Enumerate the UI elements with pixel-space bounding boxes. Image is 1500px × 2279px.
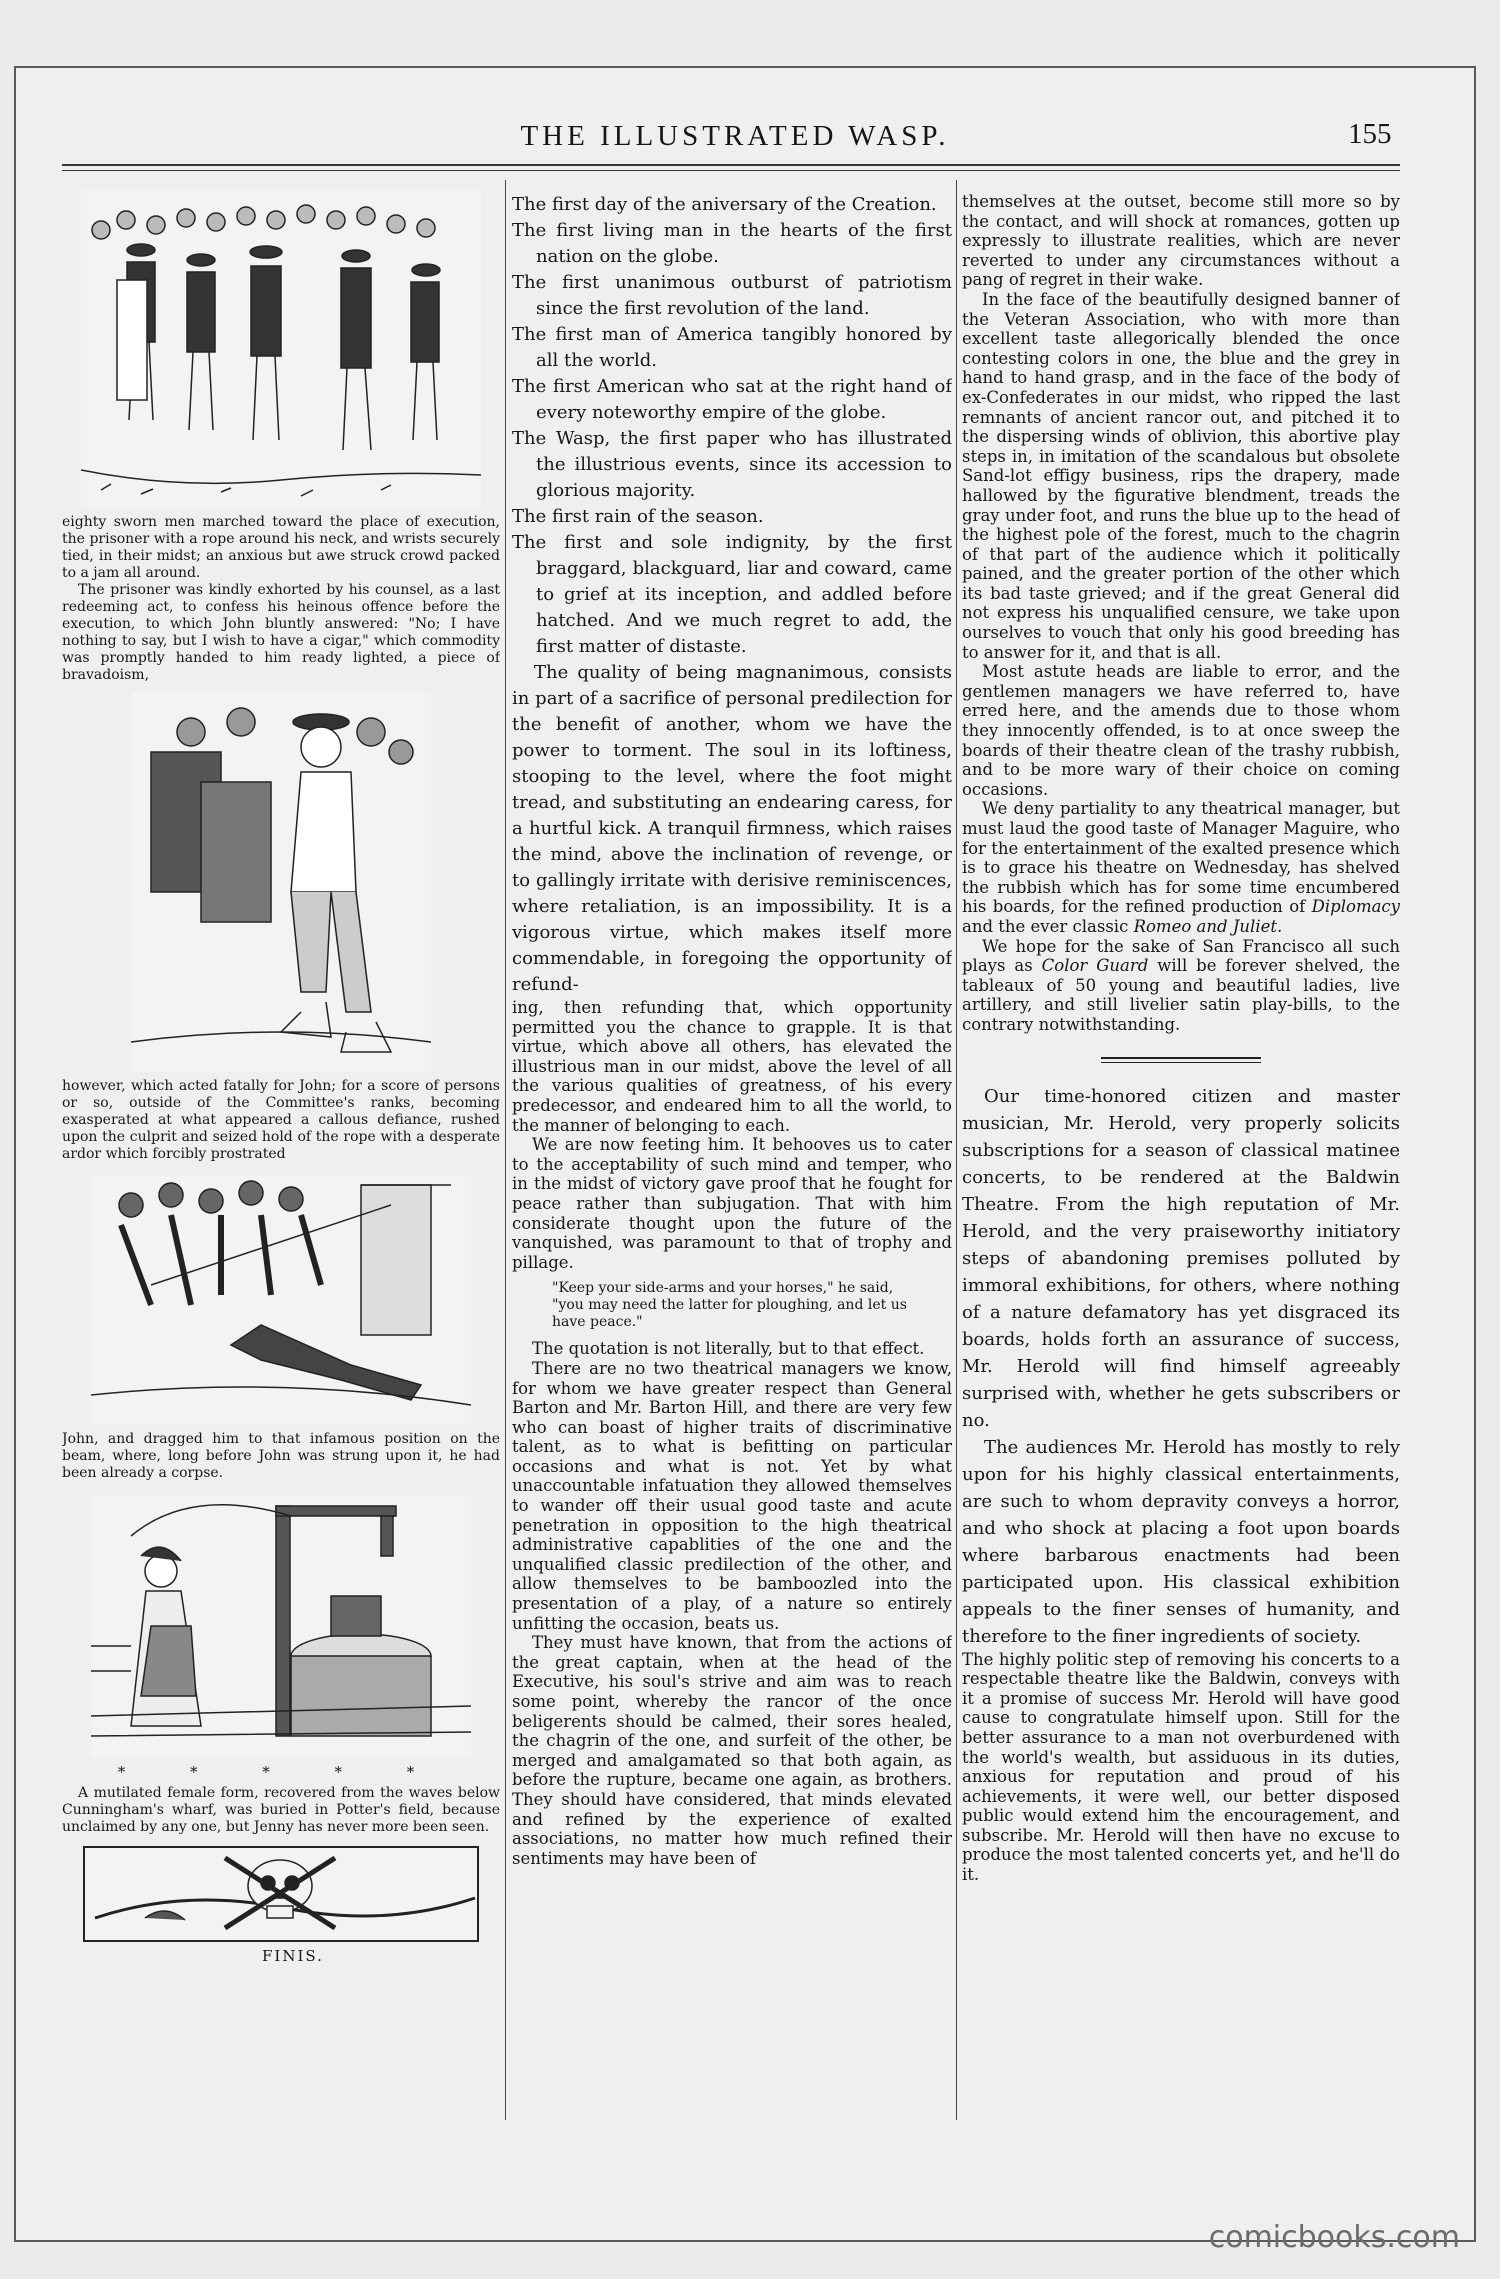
illustration-skull-banner <box>83 1846 479 1942</box>
quality-paragraph-continued: ing, then refunding that, which opportunity permitted you the chance to grapple. It is that virtue, which above all others, has elevated the illustrious man in our midst, above the level of all the various qualities of greatness, of his every predecessor, and endeared him to all the world, to the manner of belonging to each. <box>512 998 952 1135</box>
continued-paragraph: themselves at the outset, become still more so by the contact, and will shock at romances, gotten up expressly to illustrate realities, which are never reverted to under any circumstances without a pang of regret in their wake. <box>962 192 1400 290</box>
deny-partiality-paragraph <box>962 799 1400 936</box>
grant-quote: "Keep your side-arms and your horses," he said, "you may need the latter for ploughing, and let us have peace." <box>552 1280 907 1331</box>
column-1 <box>62 190 500 2170</box>
page-number: 155 <box>1348 118 1392 150</box>
first-day-paragraph: The first day of the aniversary of the Creation. <box>512 194 937 215</box>
caption-5: A mutilated female form, recovered from the waves below Cunningham's wharf, was buried in Potter's field, because unclaimed by any one, but Jenny has never more been seen. <box>62 1785 500 1835</box>
header-rule <box>62 164 1400 166</box>
audiences-paragraph: The audiences Mr. Herold has mostly to rely upon for his highly classical entertainments, are such to whom depravity conveys a horror, and who shock at placing a foot upon boards where barbarous enactments had been participated upon. His classical exhibition appeals to the finer senses of humanity, and therefore to the finer ingredients of society. <box>962 1436 1400 1647</box>
masthead: THE ILLUSTRATED WASP. <box>520 120 950 152</box>
known-paragraph: They must have known, that from the actions of the great captain, when at the head of the Executive, his soul's strive and aim was to reach some point, whereby the rancor of the once beligerents should be calmed, their sores healed, the chagrin of the one, and surfeit of the other, be merged and amalgamated so that both again, as before the rupture, became one again, as brothers. They should have considered, that minds elevated and refined by the experience of exalted associations, no matter how much refined their sentiments may have been of <box>512 1633 952 1868</box>
column-rule-2 <box>956 180 957 2120</box>
astute-paragraph: Most astute heads are liable to error, and the gentlemen managers we have referred to, have erred here, and the amends due to those whom they innocently offended, is to at once sweep the boards of their theatre clean of the trashy rubbish, and to be more wary of their choice on coming occasions. <box>962 662 1400 799</box>
first-living-man-paragraph: The first living man in the hearts of the first nation on the globe. <box>512 220 952 267</box>
column-rule-1 <box>505 180 506 2120</box>
hope-text-b: will be forever shelved, the tableaux of 50 young and beautiful ladies, live artillery, and still livelier satin play-bills, to the contrary notwithstanding. <box>962 956 1400 1034</box>
caption-3: however, which acted fatally for John; for a score of persons or so, outside of the Committee's ranks, becoming exasperated at what appeared a callous defiance, rushed upon the culprit and seized hold of the rope with a desperate ardor which forcibly prostrated <box>62 1078 500 1162</box>
illustration-cigar <box>131 692 431 1072</box>
hope-text-a: We hope for the sake of San Francisco all such plays as <box>962 936 1400 976</box>
quality-paragraph: The quality of being magnanimous, consists in part of a sacrifice of personal predilection for the benefit of another, whom we have the power to torment. The soul in its loftiness, stooping to the level, where the foot might tread, and substituting an endearing caress, for a hurtful kick. A tranquil firmness, which raises the mind, above the inclination of revenge, or to gallingly irritate with derisive reminiscences, where retaliation, is an impossibility. It is a vigorous virtue, which makes itself more commendable, in foregoing the opportunity of refund- <box>512 662 952 995</box>
finis-label: FINIS. <box>262 1947 324 1965</box>
section-stars: * * * * * <box>117 1763 445 1781</box>
diplomacy-title: Diplomacy <box>1311 897 1400 917</box>
section-separator <box>1101 1057 1261 1063</box>
first-man-paragraph: The first man of America tangibly honored by all the world. <box>512 324 952 371</box>
column-2 <box>512 192 952 2117</box>
illustration-well <box>91 1496 471 1758</box>
wasp-paragraph: The Wasp, the first paper who has illustrated the illustrious events, since its accession to glorious majority. <box>512 428 952 501</box>
first-american-paragraph: The first American who sat at the right hand of every noteworthy empire of the globe. <box>512 376 952 423</box>
deny-text-b: and the ever classic <box>962 916 1134 936</box>
color-guard-title: Color Guard <box>1041 956 1149 976</box>
column-3 <box>962 192 1400 2122</box>
audiences-paragraph-continued: The highly politic step of removing his concerts to a respectable theatre like the Baldwin, conveys with it a promise of success Mr. Herold will have good cause to congratulate himself upon. Still for the better assurance to a man not overburdened with the world's wealth, but assiduous in its duties, anxious for reputation and proud of his achievements, it were well, our better disposed public would extend him the encouragement, and subscribe. Mr. Herold will then have no excuse to produce the most talented concerts yet, and he'll do it. <box>962 1649 1400 1885</box>
deny-text-a: We deny partiality to any theatrical manager, but must laud the good taste of Manager Maguire, who for the entertainment of the exalted presence which is to grace his theatre on Wednesday, has shelved the rubbish which has for some time encumbered his boards, for the refined production of <box>962 799 1400 917</box>
illustration-dragging <box>91 1175 471 1425</box>
managers-paragraph: There are no two theatrical managers we know, for whom we have greater respect than General Barton and Mr. Barton Hill, and there are very few who can boast of higher traits of discriminative talent, as to what is befitting on particular occasions and what is not. Yet by what unaccountable infatuation they allowed themselves to wander off their usual good taste and acute penetration in opposition to the high theatrical administrative capablities of the one and the unqualified classic predilection of the other, and allow themselves to be bamboozled into the presentation of a play, of a nature so entirely unfitting the occasion, beats us. <box>512 1358 952 1633</box>
caption-4: John, and dragged him to that infamous position on the beam, where, long before John was strung upon it, he had been already a corpse. <box>62 1431 500 1481</box>
banner-paragraph: In the face of the beautifully designed banner of the Veteran Association, who with more than excellent taste allegorically blended the once contesting colors in one, the blue and the grey in hand to hand grasp, and in the face of the body of ex-Confederates in our midst, who ripped the last remnants of ancient rancor out, and pitched it to the dispersing winds of oblivion, this abortive play steps in, in imitation of the scandalous but obsolete Sand-lot effigy business, rips the drapery, made hallowed by the figurative blendment, treads the gray under foot, and runs the blue up to the head of the highest pole of the forest, much to the chagrin of that part of the audience which it politically pained, and the greater portion of the other which its bad taste grieved; and if the great General did not express his unqualified censure, we take upon ourselves to vouch that only his good breeding has to answer for it, and that is all. <box>962 289 1400 662</box>
quotation-paragraph: The quotation is not literally, but to that effect. <box>532 1339 925 1359</box>
first-indignity-paragraph: The first and sole indignity, by the first braggard, blackguard, liar and coward, came to grief at its inception, and addled before hatched. And we much regret to add, the first matter of distaste. <box>512 532 952 657</box>
caption-2: The prisoner was kindly exhorted by his counsel, as a last redeeming act, to confess his heinous offence before the execution, to which John bluntly answered: "No; I have nothing to say, but I wish to have a cigar," which commodity was promptly handed to him ready lighted, a piece of bravadoism, <box>62 582 500 683</box>
romeo-juliet-title: Romeo and Juliet. <box>1133 916 1283 936</box>
hope-paragraph <box>962 937 1400 1035</box>
feeting-paragraph: We are now feeting him. It behooves us to cater to the acceptability of such mind and temper, who in the midst of victory gave proof that he fought for peace rather than subjugation. That with him considerate thought upon the future of the vanquished, was paramount to that of trophy and pillage. <box>512 1135 952 1272</box>
header-rule-thin <box>62 170 1400 171</box>
caption-1: eighty sworn men marched toward the place of execution, the prisoner with a rope around his neck, and wrists securely tied, in their midst; an anxious but awe struck crowd packed to a jam all around. <box>62 514 500 581</box>
first-rain-paragraph: The first rain of the season. <box>512 506 764 527</box>
illustration-procession <box>81 190 481 508</box>
first-outburst-paragraph: The first unanimous outburst of patriotism since the first revolution of the land. <box>512 272 952 319</box>
herold-paragraph: Our time-honored citizen and master musician, Mr. Herold, very properly solicits subscriptions for a season of classical matinee concerts, to be rendered at the Baldwin Theatre. From the high reputation of Mr. Herold, and the very praiseworthy initiatory steps of abandoning premises polluted by immoral exhibitions, for others, where nothing of a nature defamatory has yet disgraced its boards, holds forth an assurance of success, Mr. Herold will find himself agreeably surprised with, whether he gets subscribers or no. <box>962 1085 1400 1431</box>
watermark: comicbooks.com <box>1208 2220 1460 2255</box>
